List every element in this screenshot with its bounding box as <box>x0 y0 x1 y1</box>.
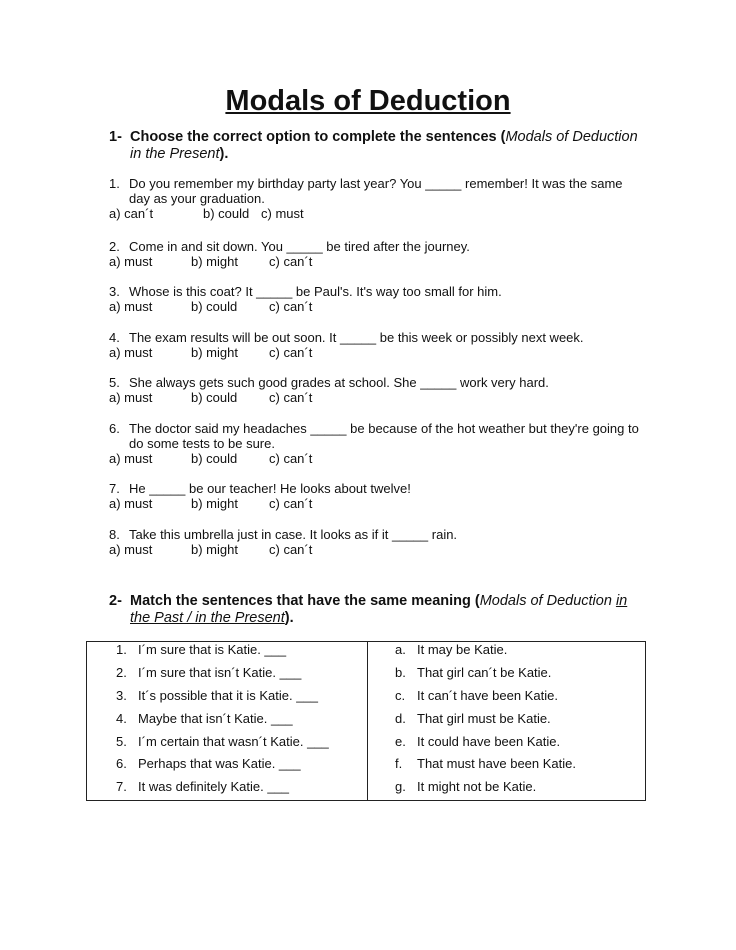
match-right-text: It can´t have been Katie. <box>417 688 558 703</box>
match-left-text: I´m sure that isn´t Katie. ___ <box>138 665 302 680</box>
match-left-number: 1. <box>116 642 127 657</box>
section-2-italic-underline: in the Past / in the Present <box>130 593 628 626</box>
question-text: The exam results will be out soon. It _____ be this week or possibly next week. <box>129 330 584 345</box>
question-text: do some tests to be sure. <box>129 436 275 451</box>
answer-option[interactable]: a) must <box>109 496 153 511</box>
match-left-number: 5. <box>116 734 127 749</box>
answer-option[interactable]: b) could <box>191 451 238 466</box>
answer-option[interactable]: b) might <box>191 345 238 360</box>
match-right-item <box>395 756 576 771</box>
question-line <box>109 436 654 451</box>
question-text: She always gets such good grades at school. She _____ work very hard. <box>129 375 549 390</box>
question-number: 4. <box>109 330 120 345</box>
match-right-text: That girl can´t be Katie. <box>417 665 552 680</box>
match-right-item <box>395 779 536 794</box>
answer-option[interactable]: a) must <box>109 254 153 269</box>
question-line <box>109 375 654 390</box>
match-left-item <box>116 711 293 726</box>
answer-option[interactable]: c) can´t <box>269 254 313 269</box>
match-right-text: That must have been Katie. <box>417 756 576 771</box>
answer-option[interactable]: a) must <box>109 299 153 314</box>
answer-option[interactable]: c) can´t <box>269 299 313 314</box>
match-right-letter: b. <box>395 665 406 680</box>
match-right-text: It may be Katie. <box>417 642 508 657</box>
match-left-item <box>116 734 329 749</box>
answer-options <box>109 345 654 360</box>
match-left-text: Perhaps that was Katie. ___ <box>138 756 301 771</box>
match-left-number: 3. <box>116 688 127 703</box>
section-1-number: 1- <box>109 129 122 145</box>
answer-option[interactable]: c) can´t <box>269 496 313 511</box>
match-left-number: 2. <box>116 665 127 680</box>
match-left-text: Maybe that isn´t Katie. ___ <box>138 711 293 726</box>
question-line <box>109 527 654 542</box>
question-number: 2. <box>109 239 120 254</box>
question <box>109 375 654 405</box>
section-2-italic: Modals of Deduction <box>479 593 616 609</box>
answer-option[interactable]: c) can´t <box>269 345 313 360</box>
question-text: Whose is this coat? It _____ be Paul's. It's way too small for him. <box>129 284 502 299</box>
section-2-end: ). <box>284 609 294 626</box>
answer-options <box>109 390 654 405</box>
answer-options <box>109 254 654 269</box>
match-right-letter: e. <box>395 734 406 749</box>
section-2-number: 2- <box>109 593 122 609</box>
question-line <box>109 191 654 206</box>
answer-options <box>109 451 654 466</box>
answer-option[interactable]: b) might <box>191 496 238 511</box>
match-right-letter: g. <box>395 779 406 794</box>
answer-option[interactable]: b) might <box>191 254 238 269</box>
question-number: 6. <box>109 421 120 436</box>
section-2-heading <box>109 593 649 626</box>
question-line <box>109 284 654 299</box>
match-left-item <box>116 665 301 680</box>
question-text: Do you remember my birthday party last year? You _____ remember! It was the same <box>129 176 623 191</box>
question <box>109 330 654 360</box>
match-left-number: 6. <box>116 756 127 771</box>
match-right-text: It could have been Katie. <box>417 734 561 749</box>
section-1-heading <box>109 129 649 162</box>
question <box>109 481 654 511</box>
match-right-letter: d. <box>395 711 406 726</box>
question-number: 3. <box>109 284 120 299</box>
question-line <box>109 481 654 496</box>
match-left-text: I´m sure that is Katie. ___ <box>138 642 287 657</box>
question <box>109 284 654 314</box>
section-1-text: Choose the correct option to complete the sentences ( <box>130 129 506 145</box>
match-right-item <box>395 688 558 703</box>
question <box>109 527 654 557</box>
match-table <box>86 641 646 801</box>
match-table-divider <box>367 642 368 800</box>
answer-options <box>109 299 654 314</box>
question-line <box>109 330 654 345</box>
question-text: day as your graduation. <box>129 191 265 206</box>
answer-option[interactable]: b) could <box>191 299 238 314</box>
match-left-text: It was definitely Katie. ___ <box>138 779 290 794</box>
question-text: Take this umbrella just in case. It looks as if it _____ rain. <box>129 527 458 542</box>
question-number: 1. <box>109 176 120 191</box>
answer-option[interactable]: a) must <box>109 345 153 360</box>
match-right-letter: f. <box>395 756 403 771</box>
question-line <box>109 239 654 254</box>
answer-option[interactable]: c) can´t <box>269 542 313 557</box>
answer-option[interactable]: a) can´t <box>109 206 154 221</box>
answer-options <box>109 206 654 221</box>
answer-option[interactable]: a) must <box>109 451 153 466</box>
question-text: He _____ be our teacher! He looks about twelve! <box>129 481 411 496</box>
match-right-item <box>395 642 507 657</box>
match-left-number: 7. <box>116 779 127 794</box>
match-left-text: I´m certain that wasn´t Katie. ___ <box>138 734 329 749</box>
answer-option[interactable]: c) can´t <box>269 451 313 466</box>
answer-option[interactable]: b) could <box>203 206 250 221</box>
match-right-item <box>395 665 551 680</box>
question <box>109 421 654 466</box>
section-2-text: Match the sentences that have the same meaning ( <box>130 593 480 609</box>
answer-options <box>109 496 654 511</box>
question-line <box>109 176 654 191</box>
question <box>109 176 654 221</box>
question-number: 8. <box>109 527 120 542</box>
match-left-item <box>116 688 318 703</box>
question-line <box>109 421 654 436</box>
question-text: The doctor said my headaches _____ be because of the hot weather but they're going to <box>129 421 639 436</box>
match-right-item <box>395 711 551 726</box>
match-left-text: It´s possible that it is Katie. ___ <box>138 688 318 703</box>
question-text: Come in and sit down. You _____ be tired after the journey. <box>129 239 470 254</box>
match-right-text: It might not be Katie. <box>417 779 537 794</box>
match-left-item <box>116 642 286 657</box>
match-right-letter: a. <box>395 642 406 657</box>
section-1-end: ). <box>219 145 229 162</box>
match-right-text: That girl must be Katie. <box>417 711 551 726</box>
question-number: 5. <box>109 375 120 390</box>
answer-option[interactable]: a) must <box>109 542 153 557</box>
answer-option[interactable]: b) could <box>191 390 238 405</box>
answer-option[interactable]: b) might <box>191 542 238 557</box>
match-left-number: 4. <box>116 711 127 726</box>
answer-option[interactable]: c) can´t <box>269 390 313 405</box>
question-number: 7. <box>109 481 120 496</box>
answer-option[interactable]: c) must <box>261 206 304 221</box>
page-title: Modals of Deduction <box>225 85 511 117</box>
match-left-item <box>116 756 301 771</box>
section-1-italic: Modals of Deduction in the Present <box>130 129 638 162</box>
answer-options <box>109 542 654 557</box>
match-right-item <box>395 734 560 749</box>
match-right-letter: c. <box>395 688 406 703</box>
match-left-item <box>116 779 289 794</box>
question <box>109 239 654 269</box>
answer-option[interactable]: a) must <box>109 390 153 405</box>
